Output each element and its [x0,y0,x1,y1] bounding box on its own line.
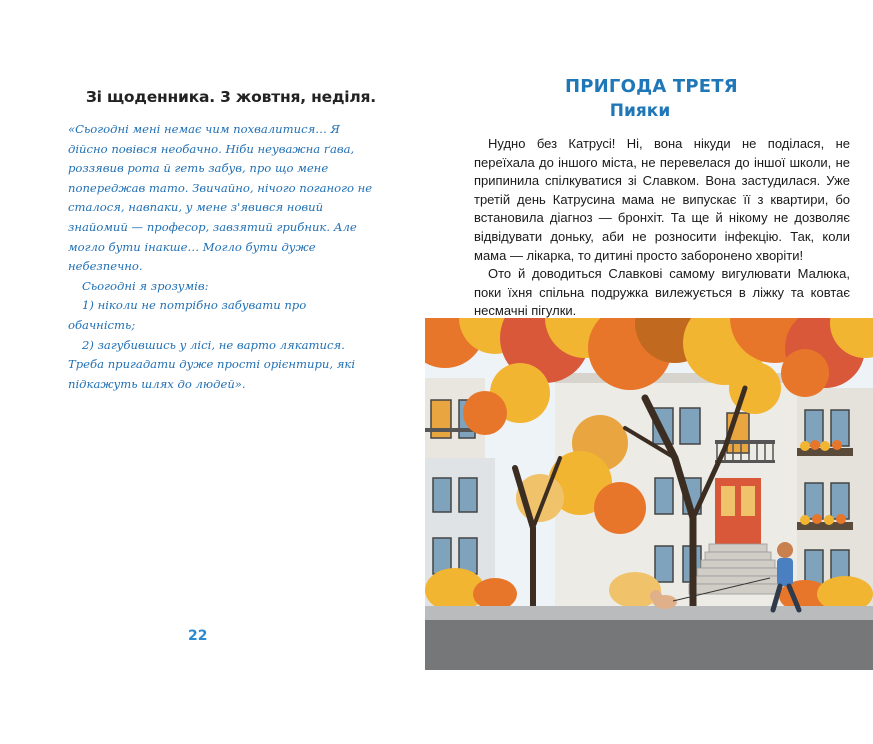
body-paragraph: Нудно без Катрусі! Ні, вона нікуди не поділася, не переїхала до іншого міста, не перевелася до іншої школи, не припинила спілкуватися зі Славком. Вона застудилася. Уже третій день Катрусина мама не випускає її з квартири, бо встановила діагноз — бронхіт. Та ще й нікому не дозволяє відвідувати доньку, аби не розносити інфекцію. Так, коли мама — лікарка, то дитині просто заборонено хворіти! [474,136,850,263]
diary-paragraph: «Сьогодні мені немає чим похвалитися… Я дійсно повівся необачно. Ніби неуважна ґава, роззявив рота й геть забув, про що мене попереджав тато. Звичайно, нічого поганого не сталося, навпаки, у мене з'явився новий знайомий — професор, завзятий грибник. Але могло бути інакше… Могло бути дуже небезпечно. [68,122,373,274]
diary-heading: Зі щоденника. 3 жовтня, неділя. [85,88,376,106]
road [425,620,873,670]
chapter-text [474,135,850,321]
chapter-subtitle: Пияки [609,101,671,121]
autumn-street-illustration [425,318,873,670]
body-paragraph: Ото й доводиться Славкові самому вигулювати Малюка, поки їхня спільна подружка вилежується в ліжку та ковтає несмачні пігулки. [474,266,850,319]
sidewalk [425,606,873,620]
diary-paragraph: Сьогодні я зрозумів: [82,278,209,293]
diary-list-item: 2) загубившись у лісі, не варто лякатися. Треба пригадати дуже прості орієнтири, які підкажуть шлях до людей». [68,337,356,391]
left-page [0,0,430,744]
diary-list-item: 1) ніколи не потрібно забувати про обачність; [68,298,307,332]
diary-entry [68,120,373,394]
chapter-title: ПРИГОДА ТРЕТЯ [565,76,738,97]
page-number: 22 [188,628,208,644]
building-right [797,388,873,608]
